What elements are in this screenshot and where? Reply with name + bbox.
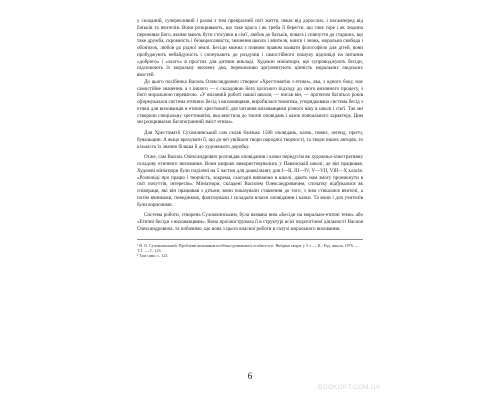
body-paragraph: Для Хрестоматії Сухомлинський сам склав близько 1500 оповідань, казок, новел, легенд, притч, бувальщин. А якщо врахувати її, що до неї увійшли твори народної творчості, та твори інших авторів, то кількість їх значно більша й до художнього доробку. [137, 130, 363, 150]
footnote: ¹ В. О. Сухомлинський. Проблеми виховання всебічно розвиненої особистості. Вибрані твори: у 5 т. — К.: Рад. школа, 1976. — Т. I. — С. 123. [137, 242, 360, 253]
page-number: 6 [247, 371, 253, 381]
body-paragraph: Система роботи, створена Сухомлинським, була названа ним «Бесіди на морально-етичні теми» або «Етичні бесіди з вихованцями». Вона проілюструвала її в структурі всієї педагогічної діяльності Василя Олександровича, та побачимо, що вона з цього власної роботи в галузі морального виховання. [137, 212, 363, 232]
watermark: BOOKOPT.COM.UA [318, 384, 381, 391]
footnote: ² Там само, с. 123. [137, 253, 169, 259]
body-paragraph: Отже, сам Василь Олександрович розглядав оповідання і казки передусім як художньо-ілюстративну складову етичного виховання. Вони широко використовувались у Павлиській школі, де він працював. Художні мініатюри були поділені на 5 частин для дошкільнят, для І—ІІ, ІІІ—ІV, V—VII, VIII—X класів. «Розповіді про працю і творчість, зокрема, сьогодні вивчаємо в школі, дають нам змогу проникнути в світ почуттів, інтересів». Мініатюри, складені Василем Олександровичем, спочатку відбувалися як співпраця, які він працював з дітьми, вони показували ставлення до того, з чим стикалися вчителі, а потім вчинками, поведінкою, фантазували і складали власні оповідання і казки. Та вони і для учителів були корисними. [137, 154, 363, 208]
footnotes [137, 239, 363, 259]
body-paragraph: До цього посібника Василь Олександрович створює «Хрестоматію з етики», яка, з одного боку, має самостійне значення, а з іншого — є складовою його цілісного підходу до свого виховного процесу, з його моральною перевагою. «У виховній роботі нашої школи, — писав він, — протягом багатьох років сформувалася система етичних бесід з вихованцями, виробилася тематика, упорядкована система бесід з етики для вихованців в етичні хрестоматії для читання вихованцями різного віку в школі і сім'ї. Так ми створили спеціальну хрестоматію, яка вмістила до тисячі оповідань і казок повчального характеру. Цим ми розкриваємо багатогранний зміст етики». [137, 78, 363, 126]
document-page [137, 18, 363, 258]
body-paragraph: у складний, суперечливий і разом з тим прекрасний світ життя, чекає від дорослих, і насамперед від батьків та вчителів. Вони розкривають, що таке краса і як треба її берегти, що таке горе і як людина переживає його, якими мають бути стосунки в сім'ї, любов до батьків, повага і співчуття до старших, що таке дружба, скромність і безкорисливість; значення школи і вчителя, книги і знань, моральна свобода і обов'язок, любов до рідної землі. Бесіди можна з повним правом назвати філософією для дітей, вони пробуджують небайдужість і спонукають до роздумів і самостійного пошуку відповіді на питання «доброго» і «злого» в простих для дитини викладі. Художні мініатюри, що супроводжують бесіди, підсилюють їх моральну виховну дію, переконливо аргументують цінність моральних людських якостей. [137, 18, 363, 78]
